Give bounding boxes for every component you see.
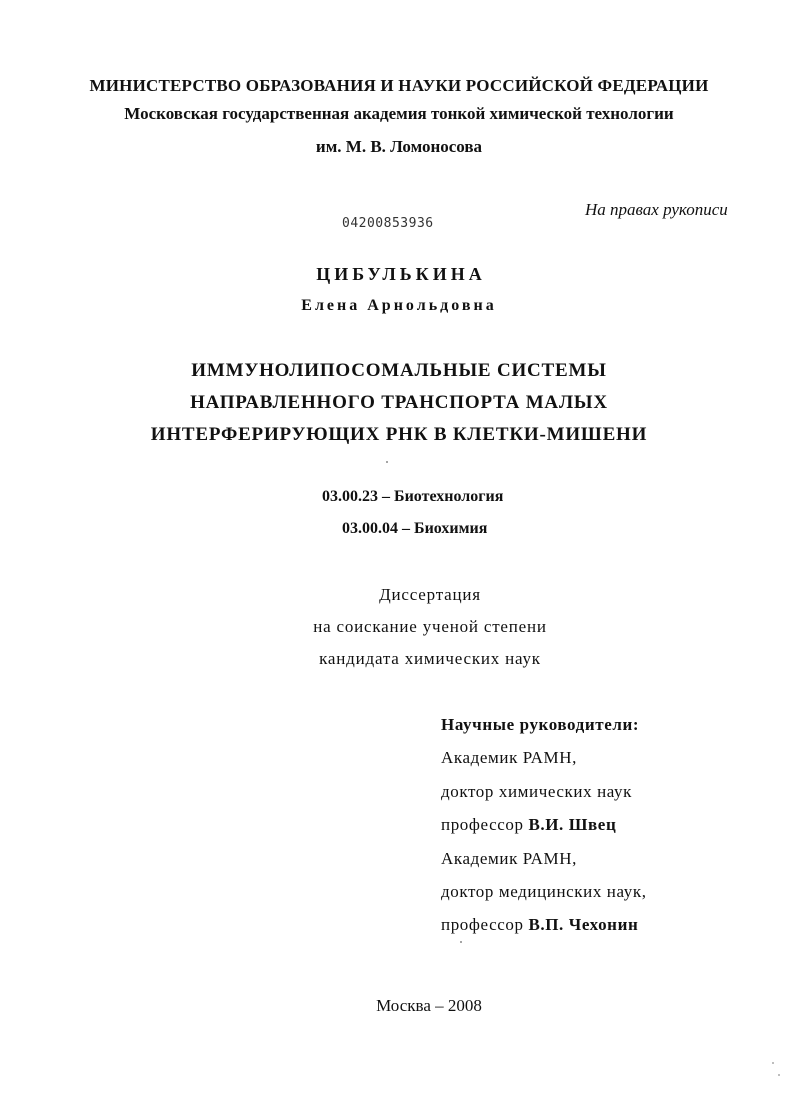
supervisor-rank: Академик РАМН, — [441, 848, 577, 868]
degree-line: на соискание ученой степени — [313, 617, 547, 636]
supervisor-line — [441, 808, 647, 841]
academy-named-after: им. М. В. Ломоносова — [315, 137, 483, 156]
ministry-heading: МИНИСТЕРСТВО ОБРАЗОВАНИЯ И НАУКИ РОССИЙСКОЙ ФЕДЕРАЦИИ — [89, 76, 709, 95]
author-surname: ЦИБУЛЬКИНА — [316, 264, 486, 284]
supervisor-title: профессор — [441, 915, 524, 935]
supervisor-degree: доктор химических наук — [441, 781, 633, 801]
dissertation-title — [0, 355, 798, 451]
title-line: ИНТЕРФЕРИРУЮЩИХ РНК В КЛЕТКИ-МИШЕНИ — [150, 424, 648, 445]
supervisor-name: В.И. Швец — [528, 815, 617, 835]
scan-speck — [772, 1062, 774, 1064]
manuscript-rights-note: На правах рукописи — [585, 200, 728, 219]
author-given-names: Елена Арнольдовна — [301, 297, 497, 314]
dissertation-degree-block — [31, 579, 798, 675]
scan-speck — [386, 461, 388, 463]
specialty-biochemistry: 03.00.04 – Биохимия — [342, 520, 488, 537]
title-line: НАПРАВЛЕННОГО ТРАНСПОРТА МАЛЫХ — [190, 392, 608, 413]
degree-line: Диссертация — [379, 585, 481, 604]
specialty-biotechnology: 03.00.23 – Биотехнология — [322, 488, 504, 505]
supervisors-block — [441, 708, 647, 942]
supervisor-name: В.П. Чехонин — [528, 915, 639, 935]
supervisor-rank: Академик РАМН, — [441, 748, 577, 768]
title-line: ИММУНОЛИПОСОМАЛЬНЫЕ СИСТЕМЫ — [191, 360, 607, 381]
supervisor-line — [441, 908, 647, 941]
serial-number: 04200853936 — [342, 216, 434, 231]
supervisor-degree: доктор медицинских наук, — [441, 881, 647, 901]
city-year: Москва – 2008 — [376, 996, 482, 1015]
supervisor-title: профессор — [441, 815, 524, 835]
scan-speck — [460, 941, 462, 943]
supervisors-heading: Научные руководители: — [441, 715, 640, 734]
degree-line: кандидата химических наук — [319, 649, 541, 668]
scan-speck — [778, 1074, 780, 1076]
academy-heading: Московская государственная академия тонкой химической технологии — [124, 104, 674, 123]
